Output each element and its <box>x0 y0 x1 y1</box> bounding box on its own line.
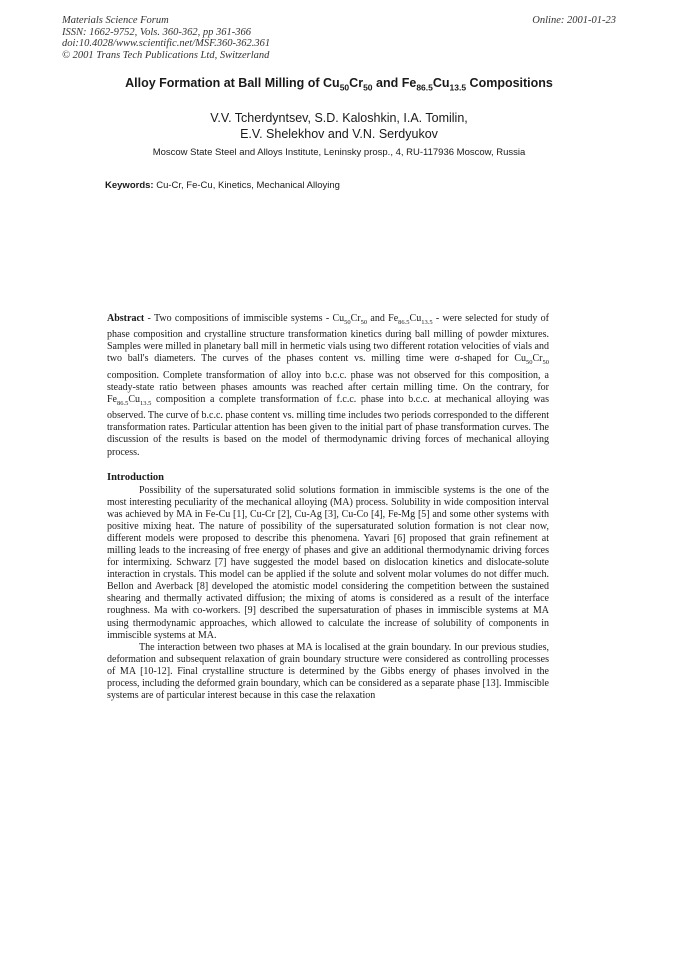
title-connector: and <box>372 76 402 90</box>
abstract-subscript: 13.5 <box>421 319 433 326</box>
title-element-fe: Fe <box>401 76 417 90</box>
keywords-text: Cu-Cr, Fe-Cu, Kinetics, Mechanical Alloying <box>153 180 340 191</box>
abstract-subscript: 50 <box>526 359 533 367</box>
online-date: Online: 2001-01-23 <box>532 15 616 26</box>
abstract-text: Cr <box>532 353 543 365</box>
authors-line-2: E.V. Shelekhov and V.N. Serdyukov <box>240 127 438 141</box>
abstract-label: Abstract <box>107 313 145 324</box>
issn-line: ISSN: 1662-9752, Vols. 360-362, pp 361-366 <box>62 26 251 38</box>
title-subscript: 50 <box>339 82 350 93</box>
abstract-text: Cu <box>128 393 141 405</box>
abstract-subscript: 86.5 <box>398 319 410 326</box>
abstract-subscript: 13.5 <box>140 399 152 407</box>
copyright-line: © 2001 Trans Tech Publications Ltd, Switzerland <box>62 49 270 61</box>
title-subscript: 50 <box>363 82 373 93</box>
abstract-subscript: 50 <box>360 319 368 326</box>
title-subscript: 13.5 <box>449 82 467 93</box>
author-list <box>0 110 678 142</box>
doi-line: doi:10.4028/www.scientific.net/MSF.360-362.361 <box>62 38 271 49</box>
title-suffix: Compositions <box>466 76 553 90</box>
keywords-label: Keywords: <box>105 180 154 191</box>
authors-line-1: V.V. Tcherdyntsev, S.D. Kaloshkin, I.A. Tomilin, <box>210 111 468 125</box>
abstract-text: - were selected for study of phase composition and crystalline structure transformation kinetics during ball milling of powder mixtures. Samples were milled in planetary ball mill in hermetic vials using two different rotation velocities of vials and two ball's diameters. The curves of the phases content vs. milling time were σ-shaped for Cu <box>107 313 549 365</box>
abstract-subscript: 50 <box>344 319 351 326</box>
title-element-cu: Cu <box>432 76 450 90</box>
abstract-text: composition. Complete transformation of alloy into b.c.c. phase was not observed for this composition, a steady-state ratio between phases amounts was reached after certain milling time. On the contrary, for Fe <box>107 369 549 405</box>
keywords <box>105 180 340 191</box>
title-element-cr: Cr <box>349 76 364 90</box>
introduction-body <box>107 485 549 702</box>
title-subscript: 86.5 <box>416 82 433 93</box>
abstract-text: Cr <box>350 313 361 324</box>
page-header <box>62 15 616 61</box>
abstract-subscript: 86.5 <box>117 399 129 407</box>
intro-paragraph-2: The interaction between two phases at MA is localised at the grain boundary. In our previous studies, deformation and subsequent relaxation of grain boundary structure were considered as controlling processes of MA [10-12]. Final crystalline structure is determined by the Gibbs energy of phases involved in the process, including the deformed grain boundary, which can be considered as a separate phase [13]. Immiscible systems are of particular interest because in this case the relaxation <box>107 641 549 701</box>
abstract-text: composition a complete transformation of f.c.c. phase into b.c.c. at mechanical alloying was observed. The curve of b.c.c. phase content vs. milling time includes two periods corresponded to the different transformation rates. Particular attention has been given to the initial part of phase transformation curves. The discussion of the results is based on the model of thermodynamic driving forces of mechanical alloying process. <box>107 393 550 458</box>
journal-name: Materials Science Forum <box>62 15 169 26</box>
abstract-subscript: 50 <box>542 359 549 367</box>
affiliation: Moscow State Steel and Alloys Institute, Leninsky prosp., 4, RU-117936 Moscow, Russia <box>152 147 526 158</box>
paper-title <box>0 76 678 93</box>
abstract-text: and Fe <box>367 313 399 324</box>
abstract-text: - Two compositions of immiscible systems - Cu <box>144 313 345 324</box>
abstract <box>107 313 549 459</box>
intro-paragraph-1: Possibility of the supersaturated solid solutions formation in immiscible systems is the one of the most interesting peculiarity of the mechanical alloying (MA) process. Solubility in wide composition interval was achieved by MA in Fe-Cu [1], Cu-Cr [2], Cu-Ag [3], Cu-Co [4], Fe-Mg [5] and some other systems with positive mixing heat. The nature of possibility of the supersaturated solution formation is not clear now, different models were proposed to describe this phenomena. Yavari [6] proposed that grain refinement at milling leads to the increasing of free energy of phases and give an additional thermodynamic driving forces for intermixing. Schwarz [7] have suggested the model based on dislocation kinetics and dislocate-solute interaction in crystals. This model can be applied if the solute and solvent molar volumes do not differ much. Bellon and Averback [8] developed the atomistic model considering the competition between the sustained shearing and thermally activated diffusion; the mixing of atoms is considered as a result of the interface roughness. Ma with co-workers. [9] described the supersaturation of phases in immiscible systems at MA using thermodynamic approaches, which allowed to calculate the increase of solubility of components in immiscible systems at MA. <box>107 485 549 641</box>
section-heading-introduction: Introduction <box>107 472 164 483</box>
abstract-text: Cu <box>409 313 422 324</box>
title-prefix: Alloy Formation at Ball Milling of <box>125 76 324 90</box>
title-element-cu: Cu <box>323 76 340 90</box>
